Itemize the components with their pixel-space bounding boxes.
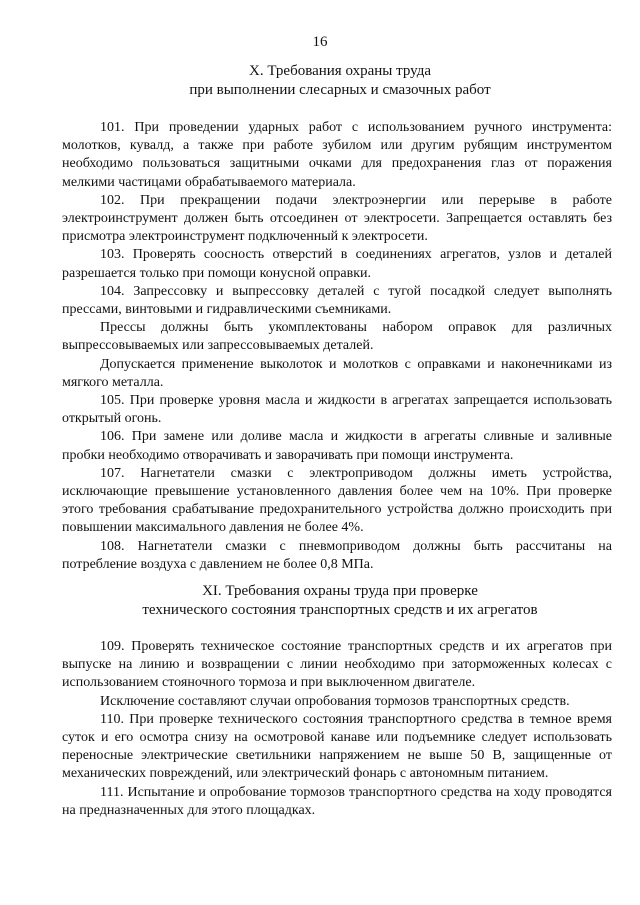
section-x-body <box>62 119 612 574</box>
section-heading-line: X. Требования охраны труда <box>249 63 431 79</box>
section-heading-line: при выполнении слесарных и смазочных работ <box>189 82 491 98</box>
section-heading-line: XI. Требования охраны труда при проверке <box>202 583 478 599</box>
page-number: 16 <box>312 34 328 50</box>
paragraph-104: 104. Запрессовку и выпрессовку деталей с тугой посадкой следует выполнять прессами, винтовыми и гидравлическими съемниками. <box>62 283 612 318</box>
paragraph-110: 110. При проверке технического состояния транспортного средства в темное время суток и его осмотра снизу на осмотровой канаве или подъемнике следует использовать переносные электрические светильники напряжением не выше 50 В, защищенные от механических повреждений, или электрический фонарь с автономным питанием. <box>62 711 612 782</box>
paragraph-104-tools: Допускается применение выколоток и молотков с оправками и наконечниками из мягкого металла. <box>62 356 612 390</box>
paragraph-106: 106. При замене или доливе масла и жидкости в агрегаты сливные и заливные пробки необходимо отворачивать и заворачивать при помощи инструмента. <box>62 429 612 463</box>
section-heading-line: технического состояния транспортных средств и их агрегатов <box>142 602 538 618</box>
paragraph-107: 107. Нагнетатели смазки с электроприводом должны иметь устройства, исключающие превышение установленного давления более чем на 10%. При проверке этого требования срабатывание предохранительного устройства должно происходить при повышении максимального давления не более 4%. <box>62 465 612 536</box>
paragraph-101: 101. При проведении ударных работ с использованием ручного инструмента: молотков, кувалд, а также при работе зубилом или другим рубящим инструментом необходимо пользоваться защитными очками для предохранения глаз от поражения мелкими частицами обрабатываемого материала. <box>62 120 612 190</box>
section-xi-body <box>62 638 612 820</box>
paragraph-105: 105. При проверке уровня масла и жидкости в агрегатах запрещается использовать открытый огонь. <box>62 393 612 427</box>
section-xi-heading <box>40 582 640 620</box>
paragraph-109: 109. Проверять техническое состояние транспортных средств и их агрегатов при выпуске на линию и возвращении с линии необходимо при заторможенных колесах с использованием стояночного тормоза и при выключенном двигателе. <box>62 639 612 691</box>
paragraph-103: 103. Проверять соосность отверстий в соединениях агрегатов, узлов и деталей разрешается только при помощи конусной оправки. <box>62 247 612 281</box>
paragraph-104-presses: Прессы должны быть укомплектованы набором оправок для различных выпрессовываемых или запрессовываемых деталей. <box>62 320 612 354</box>
section-x-heading <box>40 62 640 100</box>
paragraph-109-exception: Исключение составляют случаи опробования тормозов транспортных средств. <box>100 693 570 709</box>
paragraph-108: 108. Нагнетатели смазки с пневмоприводом должны быть рассчитаны на потребление воздуха с давлением не более 0,8 МПа. <box>62 538 612 572</box>
paragraph-111: 111. Испытание и опробование тормозов транспортного средства на ходу проводятся на предназначенных для этого площадках. <box>62 784 612 818</box>
paragraph-102: 102. При прекращении подачи электроэнергии или перерыве в работе электроинструмент должен быть отсоединен от электросети. Запрещается оставлять без присмотра электроинструмент подключенный к электросети. <box>62 192 612 245</box>
